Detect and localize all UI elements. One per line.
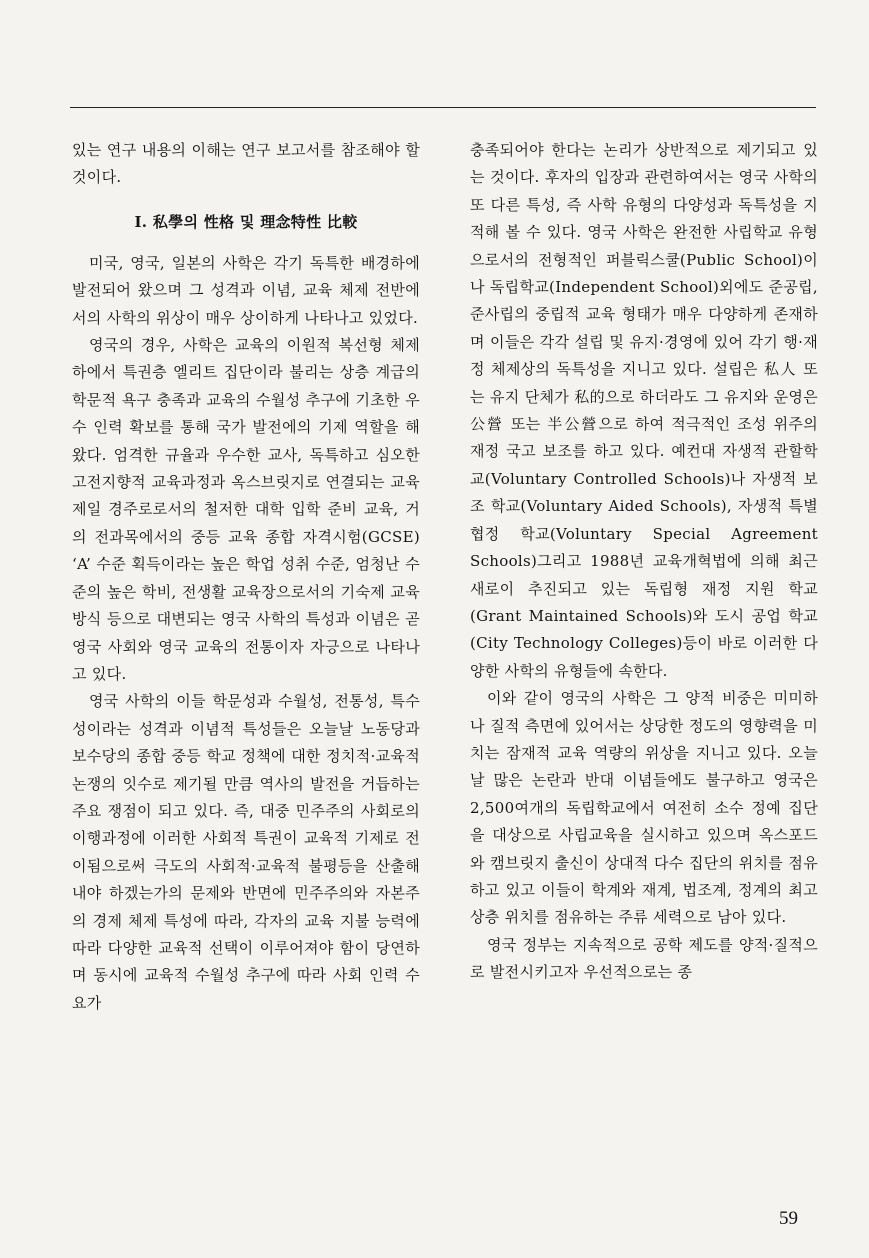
paragraph: 있는 연구 내용의 이해는 연구 보고서를 참조해야 할 것이다.	[72, 141, 420, 187]
page-number: 59	[779, 1208, 798, 1229]
paragraph: 충족되어야 한다는 논리가 상반적으로 제기되고 있는 것이다. 후자의 입장과 관련하여서는 영국 사학의 또 다른 특성, 즉 사학 유형의 다양성과 독특성을 지적해 볼 수 있다. 영국 사학은 완전한 사립학교 유형으로서의 전형적인 퍼블릭스쿨(Public School)이나 독립학교(Independent School)외에도 준공립, 준사립의 중립적 교육 형태가 매우 다양하게 존재하며 이들은 각각 설립 및 유지·경영에 있어 각기 행·재정 체제상의 독특성을 지니고 있다. 설립은 私人 또는 유지 단체가 私的으로 하더라도 그 유지와 운영은 公營 또는 半公營으로 하여 적극적인 조성 위주의 재정 국고 보조를 하고 있다. 예컨대 자생적 관할학교(Voluntary Controlled Schools)나 자생적 보조 학교(Voluntary Aided Schools), 자생적 특별 협정 학교(Voluntary Special Agreement Schools)그리고 1988년 교육개혁법에 의해 최근 새로이 추진되고 있는 독립형 재정 지원 학교 (Grant Maintained Schools)와 도시 공업 학교(City Technology Colleges)등이 바로 이러한 다양한 사학의 유형들에 속한다.	[470, 141, 818, 680]
paragraph: 영국 정부는 지속적으로 공학 제도를 양적·질적으로 발전시키고자 우선적으로는 종	[470, 935, 818, 982]
paragraph: 영국의 경우, 사학은 교육의 이원적 복선형 체제하에서 특권층 엘리트 집단이라 불리는 상층 계급의 학문적 욕구 충족과 교육의 수월성 추구에 기초한 우수 인력 확보를 통해 국가 발전에의 기제 역할을 해왔다. 엄격한 규율과 우수한 교사, 독특하고 심오한 고전지향적 교육과정과 옥스브릿지로 연결되는 교육제일 경주로로서의 철저한 대학 입학 준비 교육, 거의 전과목에서의 중등 교육 종합 자격시험(GCSE) ‘A’ 수준 획득이라는 높은 학업 성취 수준, 엄청난 수준의 높은 학비, 전생활 교육장으로서의 기숙제 교육 방식 등으로 대변되는 영국 사학의 특성과 이념은 곧 영국 사회와 영국 교육의 전통이자 자긍으로 나타나고 있다.	[72, 336, 420, 683]
section-heading: Ⅰ. 私學의 性格 및 理念特性 比較	[134, 212, 358, 231]
paragraph: 이와 같이 영국의 사학은 그 양적 비중은 미미하나 질적 측면에 있어서는 상당한 정도의 영향력을 미치는 잠재적 교육 역량의 위상을 지니고 있다. 오늘날 많은 논란과 반대 이념들에도 불구하고 영국은 2,500여개의 독립학교에서 여전히 소수 정예 집단을 대상으로 사립교육을 실시하고 있으며 옥스포드와 캠브릿지 출신이 상대적 다수 집단의 위치를 점유하고 있고 이들이 학계와 재계, 법조계, 정계의 최고 상층 위치를 점유하는 주류 세력으로 남아 있다.	[470, 689, 818, 927]
paragraph: 미국, 영국, 일본의 사학은 각기 독특한 배경하에 발전되어 왔으며 그 성격과 이념, 교육 체제 전반에서의 사학의 위상이 매우 상이하게 나타나고 있었다.	[72, 253, 420, 327]
left-column	[72, 137, 420, 1017]
right-column	[470, 137, 818, 987]
paragraph: 영국 사학의 이들 학문성과 수월성, 전통성, 특수성이라는 성격과 이념적 특성들은 오늘날 노동당과 보수당의 종합 중등 학교 정책에 대한 정치적·교육적 논쟁의 잇수로 제기될 만큼 역사의 발전을 거듭하는 주요 쟁점이 되고 있다. 즉, 대중 민주주의 사회로의 이행과정에 이러한 사회적 특권이 교육적 기제로 전이됨으로써 극도의 사회적·교육적 불평등을 산출해내야 하겠는가의 문제와 반면에 민주주의와 자본주의 경제 체제 특성에 따라, 각자의 교육 지불 능력에 따라 다양한 교육적 선택이 이루어져야 함이 당연하며 동시에 교육적 수월성 추구에 따라 사회 인력 수요가	[72, 692, 420, 1012]
header-rule	[70, 107, 816, 108]
